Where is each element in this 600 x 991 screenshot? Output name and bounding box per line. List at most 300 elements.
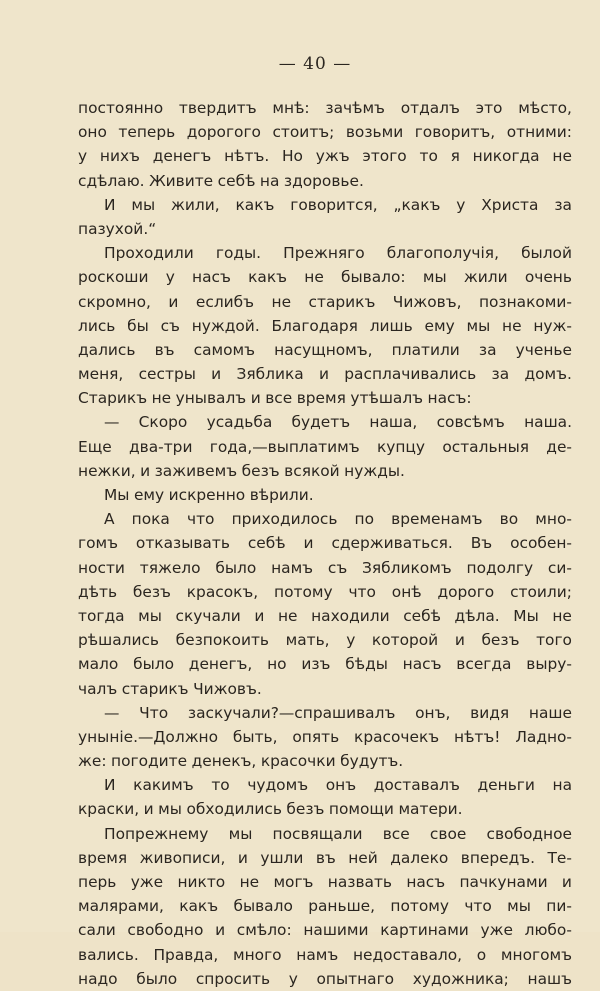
word: не <box>552 606 572 625</box>
word: за <box>554 195 572 214</box>
word: всегда <box>456 655 512 674</box>
word: Еще <box>78 437 112 456</box>
word: нѣтъ. <box>224 147 270 166</box>
text-line <box>78 241 572 265</box>
word: надо <box>78 969 118 988</box>
word: себѣ <box>403 606 441 625</box>
word: старикъ <box>121 679 189 698</box>
word: раньше, <box>308 897 376 916</box>
word: насъ <box>192 268 231 287</box>
word: то <box>419 147 438 166</box>
word: отдалъ <box>400 99 460 117</box>
word: очень <box>524 268 572 287</box>
word: безъ <box>481 631 520 650</box>
word: но <box>267 655 287 674</box>
word: погодите <box>111 752 188 771</box>
word: онѣ <box>391 582 422 601</box>
word: и <box>168 292 179 311</box>
word: все <box>382 824 410 843</box>
word: заживемъ <box>154 461 238 480</box>
word: во <box>499 510 519 529</box>
word: красокъ, <box>186 582 259 601</box>
text-line <box>78 556 572 580</box>
word: насущномъ, <box>274 340 373 359</box>
word: пачкунами <box>459 873 548 891</box>
word: художника; <box>412 969 509 988</box>
word: насъ <box>402 655 442 674</box>
word: не <box>151 389 172 408</box>
text-line <box>78 652 572 676</box>
word: опытнаго <box>316 969 395 988</box>
word: пока <box>131 510 170 529</box>
word: назвать <box>327 873 392 891</box>
word: мы <box>466 316 491 335</box>
word: себѣ <box>217 171 256 190</box>
word: себѣ <box>247 534 286 553</box>
word: за <box>491 365 510 384</box>
word: многомъ <box>500 945 572 964</box>
text-line <box>78 531 572 555</box>
word: намъ <box>296 945 339 964</box>
word: было <box>133 655 174 674</box>
word: и <box>254 606 265 625</box>
word: нуж- <box>533 316 572 335</box>
word: „какъ <box>393 195 441 214</box>
text-line <box>78 144 572 168</box>
page-number: — 40 — <box>278 54 352 74</box>
word: отказывать <box>135 534 230 553</box>
text-line <box>78 797 572 821</box>
word: нашъ <box>527 969 572 988</box>
word: обходились <box>186 800 282 819</box>
text-line <box>78 386 572 410</box>
word: смѣло: <box>236 921 292 940</box>
word: пи- <box>546 897 572 916</box>
word: зачѣмъ <box>325 99 385 117</box>
word: и <box>211 365 222 384</box>
word: нежки, <box>78 461 136 480</box>
word: гомъ <box>78 534 118 553</box>
word: картинами <box>380 921 469 940</box>
word: видя <box>470 703 510 722</box>
word: и <box>250 389 261 408</box>
word: никогда <box>472 147 540 166</box>
word: вѣрили. <box>249 486 314 504</box>
word: еслибъ <box>195 292 255 311</box>
word: все <box>265 389 293 408</box>
word: мать, <box>285 631 330 650</box>
text-line <box>78 410 572 434</box>
word: безъ <box>241 461 280 480</box>
word: скромно, <box>78 292 151 311</box>
word: потому <box>390 897 449 916</box>
word: которой <box>371 631 439 650</box>
word: красочки <box>260 752 336 771</box>
word: нуждой. <box>191 316 260 335</box>
text-line <box>78 193 572 217</box>
word: не <box>277 606 298 625</box>
word: Ладно- <box>515 727 572 746</box>
word: насъ: <box>427 389 472 408</box>
text-line <box>78 749 572 773</box>
word: я <box>450 147 460 166</box>
word: того <box>536 631 572 650</box>
word: самомъ <box>193 340 256 359</box>
word: и <box>561 873 572 891</box>
word: здоровье. <box>283 171 364 190</box>
word: опять <box>292 727 340 746</box>
word: всякой <box>284 461 340 480</box>
word: де- <box>546 437 572 456</box>
text-line <box>78 290 572 314</box>
word: не <box>552 147 572 166</box>
word: Въ <box>470 534 493 553</box>
text-line <box>78 943 572 967</box>
word: И <box>104 776 116 795</box>
word: чалъ <box>78 679 118 698</box>
word: малярами, <box>78 897 164 916</box>
word: и <box>143 800 154 819</box>
word: мы <box>138 606 162 625</box>
word: какимъ <box>133 776 194 795</box>
word: свободное <box>486 824 572 843</box>
word: платили <box>391 340 460 359</box>
word: доставалъ <box>373 776 460 795</box>
word: могъ <box>273 873 314 891</box>
word: говоритъ, <box>414 123 496 142</box>
text-line <box>78 169 572 193</box>
word: — <box>104 413 120 432</box>
word: и <box>303 534 314 553</box>
word: бы <box>127 316 149 335</box>
word: безъ <box>132 582 171 601</box>
word: что <box>348 582 376 601</box>
text-line <box>78 96 572 120</box>
word: Христа <box>481 195 539 214</box>
word: матери. <box>398 800 463 819</box>
word: Чижовъ, <box>392 292 462 311</box>
word: жили, <box>171 195 220 214</box>
word: нашими <box>303 921 369 940</box>
word: деньги <box>477 776 535 795</box>
word: изъ <box>301 655 331 674</box>
word: безъ <box>286 800 325 819</box>
word: ности <box>78 558 125 577</box>
word: ему <box>424 316 455 335</box>
text-line <box>78 435 572 459</box>
word: что <box>187 510 215 529</box>
word: не <box>304 268 324 287</box>
text-line <box>78 217 572 241</box>
word: съ <box>327 558 348 577</box>
word: Те- <box>547 848 572 867</box>
word: былой <box>521 244 572 263</box>
text-line <box>78 459 572 483</box>
word: — <box>104 703 120 722</box>
word: старикъ <box>308 292 376 311</box>
word: уныніе.—Должно <box>78 727 219 746</box>
word: безпокоить <box>175 631 269 650</box>
text-line <box>78 120 572 144</box>
word: за <box>478 340 497 359</box>
word: не <box>271 292 292 311</box>
word: быть, <box>232 727 278 746</box>
word: онъ, <box>415 703 451 722</box>
word: стоитъ; <box>272 123 335 142</box>
word: на <box>259 171 280 190</box>
word: выру- <box>526 655 572 674</box>
word: и <box>454 631 465 650</box>
word: расплачивались <box>344 365 477 384</box>
word: этого <box>362 147 407 166</box>
word: скучали <box>175 606 241 625</box>
word: твердитъ <box>178 99 257 117</box>
word: тяжело <box>139 558 201 577</box>
word: у <box>78 147 88 166</box>
word: перь <box>78 873 117 891</box>
word: рѣшались <box>78 631 159 650</box>
word: будетъ <box>291 413 351 432</box>
word: пазухой.“ <box>78 219 157 238</box>
word: дались <box>78 340 136 359</box>
word: время <box>296 389 346 408</box>
word: остальныя <box>442 437 529 456</box>
word: уже <box>480 921 513 940</box>
word: дѣть <box>78 582 118 601</box>
word: ушли <box>260 848 304 867</box>
word: теперь <box>118 123 176 142</box>
text-line <box>78 628 572 652</box>
word: А <box>104 510 115 529</box>
word: бѣды <box>345 655 388 674</box>
word: сдѣлаю. <box>78 171 145 190</box>
word: домъ. <box>524 365 572 384</box>
word: Правда, <box>153 945 219 964</box>
word: дѣла. <box>454 606 500 625</box>
text-line <box>78 870 572 894</box>
text-line <box>78 580 572 604</box>
word: мы <box>507 897 531 916</box>
word: Что <box>139 703 169 722</box>
word: въ <box>154 340 175 359</box>
text-line <box>78 822 572 846</box>
word: усадьба <box>206 413 273 432</box>
word: ему <box>133 486 165 504</box>
word: денегъ, <box>188 655 253 674</box>
word: ученье <box>515 340 572 359</box>
word: И <box>104 195 116 214</box>
word: у <box>288 969 298 988</box>
word: мѣсто, <box>518 99 572 117</box>
word: онъ <box>325 776 357 795</box>
word: красочекъ <box>354 727 440 746</box>
word: отними: <box>506 123 572 142</box>
word: это <box>475 99 503 117</box>
word: нѣтъ! <box>454 727 501 746</box>
word: будутъ. <box>340 752 404 771</box>
word: роскоши <box>78 268 149 287</box>
word: лись <box>78 316 116 335</box>
word: купцу <box>376 437 426 456</box>
word: Прежняго <box>283 244 365 263</box>
word: искренно <box>168 486 246 504</box>
word: си- <box>547 558 572 577</box>
word: бывало <box>233 897 293 916</box>
word: наше <box>528 703 572 722</box>
word: лишь <box>369 316 413 335</box>
word: у <box>346 631 356 650</box>
word: посвящали <box>272 824 363 843</box>
word: сестры <box>138 365 196 384</box>
word: Скоро <box>138 413 188 432</box>
word: въ <box>315 848 336 867</box>
word: потому <box>274 582 333 601</box>
word: никто <box>177 873 226 891</box>
word: о <box>476 945 487 964</box>
word: приходилось <box>231 510 338 529</box>
word: постоянно <box>78 99 164 117</box>
word: спросить <box>195 969 271 988</box>
word: много <box>233 945 282 964</box>
word: Мы <box>104 486 130 504</box>
text-line <box>78 362 572 386</box>
word: Благодаря <box>271 316 358 335</box>
body-text <box>78 96 572 991</box>
text-line <box>78 483 572 507</box>
word: уже <box>130 873 164 891</box>
word: года,—выплатимъ <box>209 437 360 456</box>
text-line <box>78 846 572 870</box>
word: съ <box>160 316 180 335</box>
word: мы <box>228 824 253 843</box>
text-line <box>78 604 572 628</box>
word: утѣшалъ <box>350 389 424 408</box>
word: мы <box>131 195 156 214</box>
text-line <box>78 314 572 338</box>
word: насъ <box>406 873 446 891</box>
word: два-три <box>129 437 193 456</box>
word: было <box>136 969 178 988</box>
word: помощи <box>328 800 394 819</box>
word: совсѣмъ <box>436 413 505 432</box>
word: и <box>318 365 329 384</box>
word: было <box>215 558 257 577</box>
word: сали <box>78 921 116 940</box>
word: оно <box>78 123 107 142</box>
word: стоили; <box>510 582 572 601</box>
word: Живите <box>149 171 214 190</box>
word: мнѣ: <box>272 99 310 117</box>
word: денекъ, <box>191 752 257 771</box>
word: сдерживаться. <box>331 534 453 553</box>
word: по <box>354 510 375 529</box>
text-line <box>78 918 572 942</box>
word: дорогого <box>186 123 261 142</box>
word: у <box>456 195 466 214</box>
word: же: <box>78 752 107 771</box>
word: наша. <box>524 413 572 432</box>
word: временамъ <box>391 510 483 529</box>
word: возьми <box>345 123 404 142</box>
word: жили <box>463 268 508 287</box>
word: у <box>165 268 175 287</box>
text-line <box>78 894 572 918</box>
word: краски, <box>78 800 140 819</box>
word: свободно <box>127 921 204 940</box>
word: меня, <box>78 365 124 384</box>
word: бывало: <box>341 268 406 287</box>
word: денегъ <box>152 147 212 166</box>
word: Старикъ <box>78 389 148 408</box>
word: намъ <box>271 558 314 577</box>
word: Проходили <box>104 244 194 263</box>
word: находили <box>311 606 390 625</box>
text-line <box>78 701 572 725</box>
word: свое <box>429 824 467 843</box>
word: Зяблика <box>236 365 304 384</box>
word: Зябликомъ <box>362 558 452 577</box>
text-line <box>78 725 572 749</box>
word: не <box>502 316 522 335</box>
word: не <box>239 873 260 891</box>
word: живописи, <box>139 848 226 867</box>
word: на <box>552 776 572 795</box>
word: Но <box>281 147 303 166</box>
word: впередъ. <box>460 848 536 867</box>
word: мы <box>422 268 447 287</box>
word: вались. <box>78 945 139 964</box>
word: ней <box>348 848 378 867</box>
word: недоставало, <box>352 945 463 964</box>
word: то <box>211 776 230 795</box>
word: годы. <box>215 244 262 263</box>
word: какъ <box>179 897 219 916</box>
word: подолгу <box>466 558 534 577</box>
word: мало <box>78 655 119 674</box>
word: заскучали?—спрашивалъ <box>187 703 396 722</box>
word: какъ <box>248 268 288 287</box>
word: особен- <box>510 534 572 553</box>
text-line <box>78 507 572 531</box>
word: унывалъ <box>175 389 247 408</box>
word: ужъ <box>315 147 350 166</box>
word: время <box>78 848 128 867</box>
word: мы <box>158 800 182 819</box>
word: дорого <box>437 582 495 601</box>
word: мно- <box>535 510 572 529</box>
word: нихъ <box>99 147 140 166</box>
text-line <box>78 967 572 991</box>
text-line <box>78 773 572 797</box>
word: чудомъ <box>247 776 309 795</box>
text-line <box>78 677 572 701</box>
word: благополучія, <box>386 244 499 263</box>
word: нужды. <box>344 461 405 480</box>
word: какъ <box>235 195 275 214</box>
word: и <box>237 848 248 867</box>
text-line <box>78 265 572 289</box>
word: Мы <box>513 606 539 625</box>
word: познакоми- <box>478 292 572 311</box>
word: и <box>215 921 226 940</box>
word: любо- <box>524 921 572 940</box>
word: говорится, <box>290 195 378 214</box>
text-line <box>78 338 572 362</box>
word: далеко <box>390 848 449 867</box>
word: наша, <box>369 413 418 432</box>
word: Попрежнему <box>104 824 209 843</box>
word: и <box>140 461 151 480</box>
